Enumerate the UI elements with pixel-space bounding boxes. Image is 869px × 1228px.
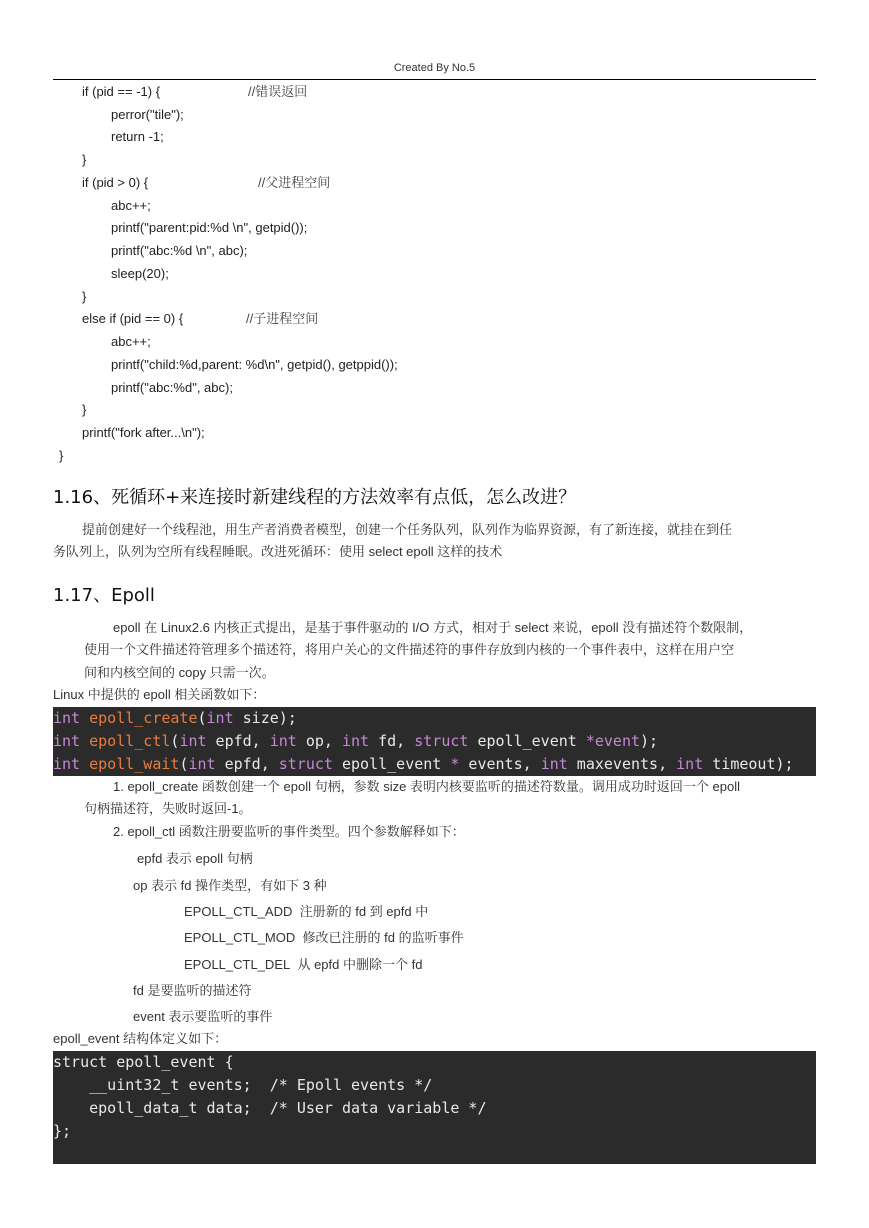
code-line: }: [82, 289, 87, 304]
code-block-epoll-functions: [53, 707, 816, 776]
list-item-continued: 句柄描述符，失败时返回-1。: [84, 801, 252, 816]
code-line: abc++;: [111, 198, 151, 213]
header-divider: [53, 79, 816, 80]
code-line: sleep(20);: [111, 266, 169, 281]
paragraph-line: 务队列上，队列为空所有线程睡眠。改进死循环：使用 select epoll 这样的技术: [53, 544, 503, 559]
op-type: EPOLL_CTL_MOD 修改已注册的 fd 的监听事件: [184, 930, 464, 945]
code-line: else if (pid == 0) {: [82, 311, 184, 326]
code-line: }: [82, 402, 87, 417]
param-desc: fd 是要监听的描述符: [133, 983, 252, 998]
param-desc: op 表示 fd 操作类型，有如下 3 种: [133, 878, 327, 893]
code-line: abc++;: [111, 334, 151, 349]
code-line: printf("abc:%d \n", abc);: [111, 243, 248, 258]
code-line: printf("fork after...\n");: [82, 425, 205, 440]
op-type: EPOLL_CTL_ADD 注册新的 fd 到 epfd 中: [184, 904, 429, 919]
code-line: if (pid == -1) {: [82, 84, 161, 99]
param-desc: event 表示要监听的事件: [133, 1009, 273, 1024]
code-line: epoll_data_t data; /* User data variable */: [53, 1099, 487, 1117]
code-line: perror("tile");: [111, 107, 184, 122]
code-line: int epoll_wait(int epfd, struct epoll_event * events, int maxevents, int timeout);: [53, 755, 794, 773]
code-line: int epoll_ctl(int epfd, int op, int fd, struct epoll_event *event);: [53, 732, 659, 750]
code-line: __uint32_t events; /* Epoll events */: [53, 1076, 433, 1094]
code-line: return -1;: [111, 129, 164, 144]
code-line: }: [82, 152, 87, 167]
code-comment: //父进程空间: [258, 175, 331, 190]
code-line: }: [59, 448, 64, 463]
code-comment: //错误返回: [248, 84, 308, 99]
code-line: printf("abc:%d", abc);: [111, 380, 233, 395]
page-header: Created By No.5: [393, 62, 476, 74]
code-line: printf("child:%d,parent: %d\n", getpid(), getppid());: [111, 357, 398, 372]
code-comment: //子进程空间: [246, 311, 319, 326]
section-heading-1-16: 1.16、死循环+来连接时新建线程的方法效率有点低，怎么改进？: [53, 487, 577, 508]
code-line: if (pid > 0) {: [82, 175, 149, 190]
code-line: struct epoll_event {: [53, 1053, 234, 1071]
code-line: int epoll_create(int size);: [53, 709, 297, 727]
code-line: };: [53, 1122, 72, 1140]
section-heading-1-17: 1.17、Epoll: [53, 585, 155, 606]
paragraph-line: 提前创建好一个线程池，用生产者消费者模型，创建一个任务队列，队列作为临界资源，有了新连接，就挂在到任: [82, 522, 733, 537]
param-desc: epfd 表示 epoll 句柄: [137, 851, 253, 866]
paragraph-line: 间和内核空间的 copy 只需一次。: [84, 665, 275, 680]
code-line: printf("parent:pid:%d \n", getpid());: [111, 220, 308, 235]
list-item: 1. epoll_create 函数创建一个 epoll 句柄，参数 size 表明内核要监听的描述符数量。调用成功时返回一个 epoll: [113, 779, 741, 794]
paragraph-line: 使用一个文件描述符管理多个描述符，将用户关心的文件描述符的事件存放到内核的一个事件表中，这样在用户空: [84, 642, 735, 657]
paragraph-line: epoll 在 Linux2.6 内核正式提出，是基于事件驱动的 I/O 方式，相对于 select 来说，epoll 没有描述符个数限制，: [113, 620, 753, 635]
op-type: EPOLL_CTL_DEL 从 epfd 中删除一个 fd: [184, 957, 423, 972]
list-item: 2. epoll_ctl 函数注册要监听的事件类型。四个参数解释如下：: [113, 824, 465, 839]
paragraph-line: epoll_event 结构体定义如下：: [53, 1031, 228, 1046]
paragraph-line: Linux 中提供的 epoll 相关函数如下：: [53, 687, 266, 702]
code-block-epoll-event-struct: [53, 1051, 816, 1164]
